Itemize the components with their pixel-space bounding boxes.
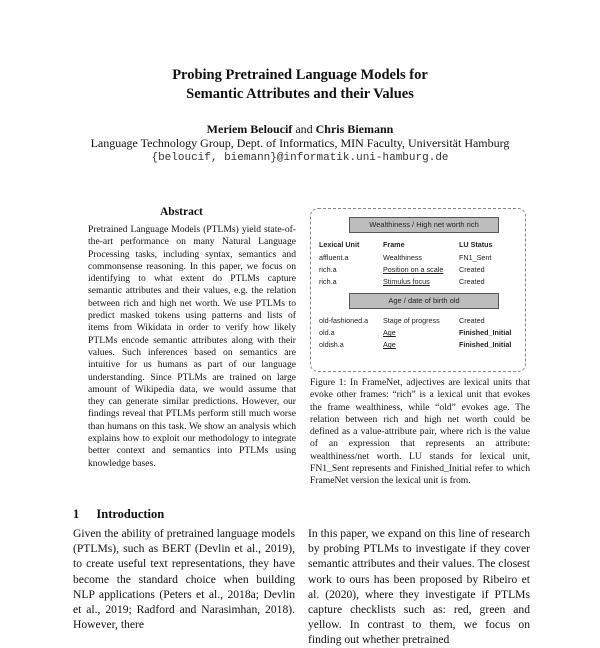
table-cell: Age bbox=[383, 340, 396, 349]
table-cell: affluent.a bbox=[319, 253, 349, 262]
paper-title bbox=[0, 66, 600, 104]
author-2: Chris Biemann bbox=[315, 122, 394, 136]
table-cell: Created bbox=[459, 316, 485, 325]
affiliation: Language Technology Group, Dept. of Informatics, MIN Faculty, Universität Hamburg bbox=[90, 136, 510, 150]
table-cell: Wealthiness bbox=[383, 253, 423, 262]
table-cell: Created bbox=[459, 265, 485, 274]
abstract-text: Pretrained Language Models (PTLMs) yield state-of-the-art performance on many Natural Language Processing tasks, including syntax, semantics and commonsense reasoning. In this paper, we focus on identifying to what extent do PTLMs capture semantic attributes and their values, e.g. the relation between rich and high net worth. We use PTLMs to predict masked tokens using patterns and lists of items from Wikidata in order to verify how likely PTLMs encode semantic attributes along with their values. Such inferences based on semantics are intuitive for us humans as part of our language understanding. Since PTLMs are trained on large amount of Wikipedia data, we would assume that they can generate similar predictions. However, our findings reveal that PTLMs perform still much worse than humans on this task. We show an analysis which explains how to exploit our methodology to integrate better context and semantics into PTLMs using knowledge bases. bbox=[88, 224, 296, 469]
col-header-frame: Frame bbox=[383, 240, 405, 249]
abstract-heading: Abstract bbox=[160, 206, 203, 218]
frame-bar-wealthiness: Wealthiness / High net worth rich bbox=[349, 217, 499, 233]
table-cell: rich.a bbox=[319, 277, 337, 286]
authors bbox=[0, 122, 600, 137]
table-rows-top bbox=[319, 253, 348, 289]
title-line-1: Probing Pretrained Language Models for bbox=[172, 67, 428, 83]
table-status-bottom bbox=[459, 316, 511, 352]
table-cell: Age bbox=[383, 328, 396, 337]
title-line-2: Semantic Attributes and their Values bbox=[186, 86, 414, 102]
right-column-text: In this paper, we expand on this line of research by probing PTLMs to investigate if they cover semantic attributes and their values. The closest work to ours has been proposed by Ribeiro et al. (2020), where they investigate if PTLMs capture checklists such as: red, green and yellow. In contrast to them, we focus on finding out whether pretrained bbox=[308, 527, 530, 647]
table-cell: rich.a bbox=[319, 265, 337, 274]
section-heading bbox=[73, 507, 164, 522]
table-cell: Stage of progress bbox=[383, 316, 440, 325]
table-cell: FN1_Sent bbox=[459, 253, 492, 262]
figure-caption: Figure 1: In FrameNet, adjectives are lexical units that evoke other frames: “rich” is a lexical unit that evokes the frame wealthiness, while “old” evokes age. The relation between rich and high net worth could be defined as a value-attribute pair, where rich is the value of an expression that represents an attribute: wealthiness/net worth. LU stands for lexical unit, FN1_Sent represents and Finished_Initial refer to which FrameNet version the lexical unit is from. bbox=[310, 377, 530, 487]
figure-1 bbox=[310, 208, 526, 372]
section-title: Introduction bbox=[96, 507, 165, 521]
author-1: Meriem Beloucif bbox=[206, 122, 293, 136]
table-rows-bottom bbox=[319, 316, 368, 352]
table-cell: oldish.a bbox=[319, 340, 344, 349]
table-status-top bbox=[459, 253, 491, 289]
table-cell: old-fashioned.a bbox=[319, 316, 369, 325]
table-cell: Created bbox=[459, 277, 485, 286]
col-header-lexical-unit: Lexical Unit bbox=[319, 240, 360, 249]
table-frames-bottom bbox=[383, 316, 440, 352]
intro-text: Given the ability of pretrained language models (PTLMs), such as BERT (Devlin et al., 2019), to create useful text representations, they have become the standard choice when building NLP applications (Peters et al., 2018a; Devlin et al., 2019; Radford and Narasimhan, 2018). However, there bbox=[73, 527, 295, 632]
table-frames-top bbox=[383, 253, 443, 289]
table-cell: Finished_Initial bbox=[459, 328, 512, 337]
table-cell: old.a bbox=[319, 328, 335, 337]
table-cell: Position on a scale bbox=[383, 265, 444, 274]
authors-and: and bbox=[295, 122, 313, 136]
table-cell: Stimulus focus bbox=[383, 277, 430, 286]
frame-bar-age: Age / date of birth old bbox=[349, 293, 499, 309]
col-header-lu-status: LU Status bbox=[459, 240, 493, 249]
email: {beloucif, biemann}@informatik.uni-hamburg.de bbox=[151, 152, 449, 164]
section-number: 1 bbox=[73, 507, 80, 521]
table-cell: Finished_Initial bbox=[459, 340, 512, 349]
